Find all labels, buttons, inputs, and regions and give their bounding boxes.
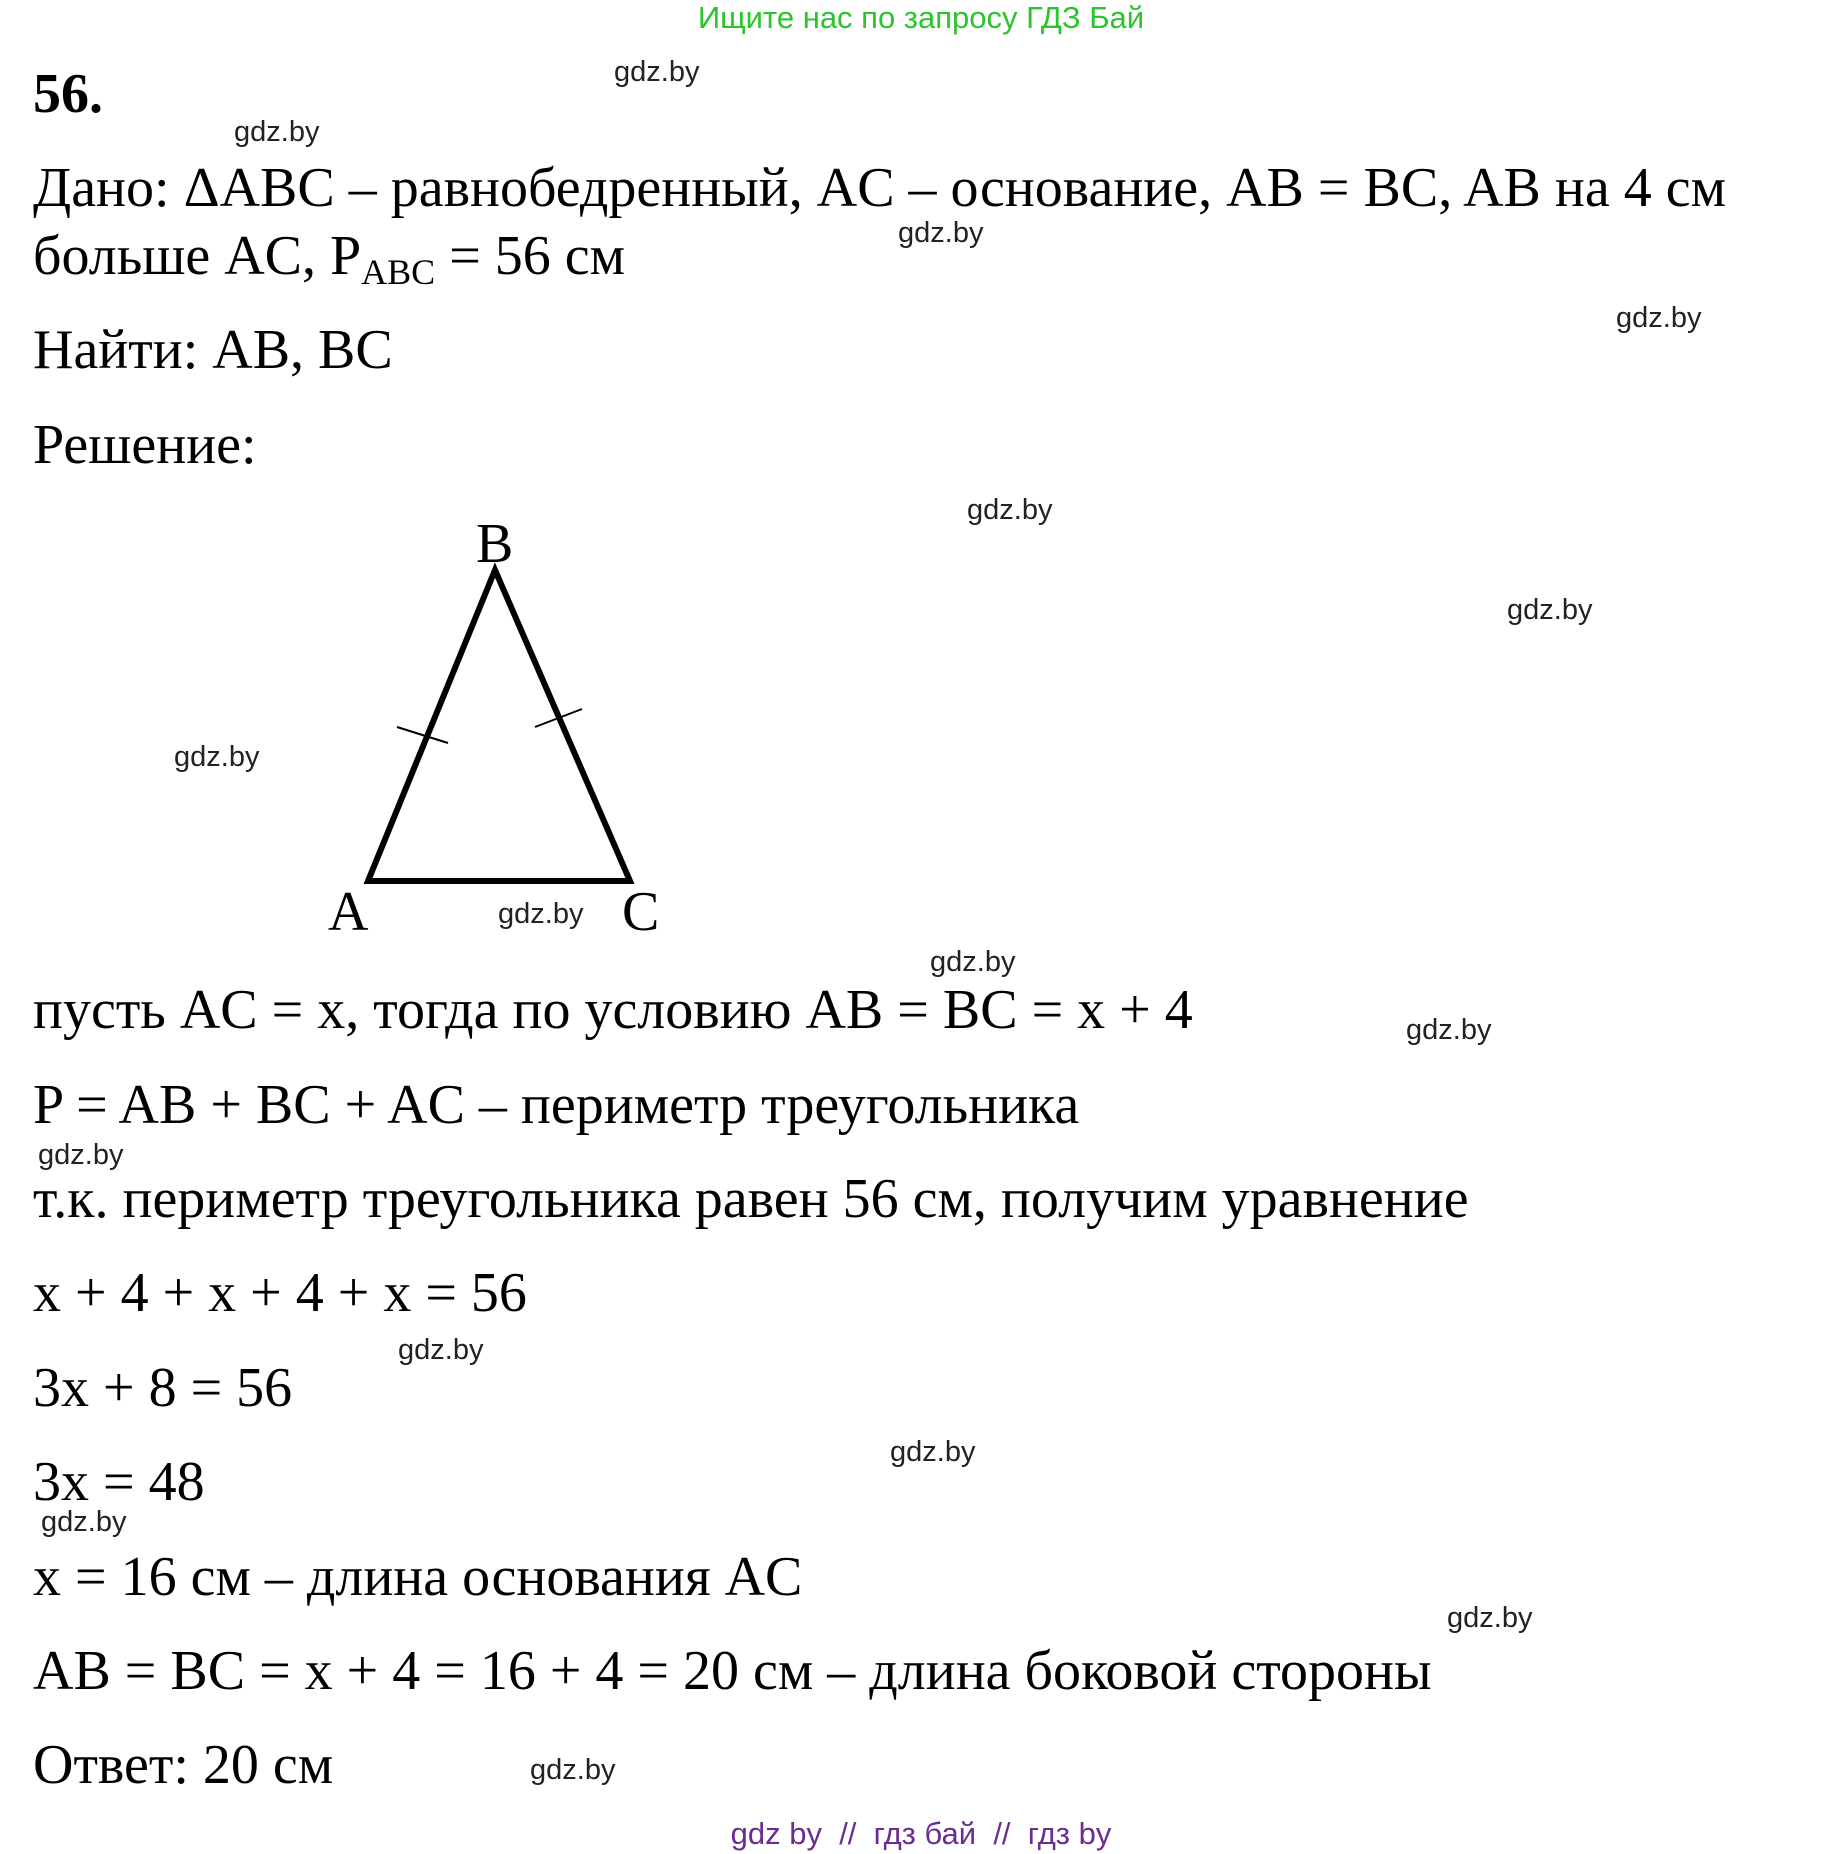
watermark: gdz.by (930, 946, 1016, 978)
solution-line-1: пусть AC = x, тогда по условию AB = BC = x + 4 (33, 979, 1193, 1041)
footer-link[interactable]: // гдз by (976, 1816, 1111, 1851)
vertex-label-c: C (622, 881, 660, 943)
result-line: AB = BC = x + 4 = 16 + 4 = 20 см – длина боковой стороны (33, 1640, 1432, 1702)
watermark: gdz.by (1447, 1602, 1533, 1634)
equation-line-2: 3x + 8 = 56 (33, 1357, 293, 1419)
watermark: gdz.by (614, 56, 700, 88)
watermark: gdz.by (1406, 1014, 1492, 1046)
find-line: Найти: AB, BC (33, 319, 393, 381)
perimeter-subscript: ABC (361, 252, 436, 292)
watermark: gdz.by (398, 1334, 484, 1366)
given-line-2-post: = 56 см (435, 225, 626, 287)
equation-line-1: x + 4 + x + 4 + x = 56 (33, 1262, 527, 1324)
watermark: gdz.by (898, 217, 984, 249)
vertex-label-a: A (328, 881, 369, 943)
solution-line-2: P = AB + BC + AC – периметр треугольника (33, 1074, 1080, 1136)
triangle-abc (368, 570, 630, 881)
given-line-1: Дано: ΔABC – равнобедренный, AC – основание, AB = BC, AB на 4 см (33, 157, 1727, 219)
problem-number: 56. (33, 63, 103, 125)
given-line-2 (33, 225, 626, 292)
watermark: gdz.by (1616, 302, 1702, 334)
watermark: gdz.by (234, 116, 320, 148)
footer-link[interactable]: gdz by (730, 1816, 822, 1851)
answer-line: Ответ: 20 см (33, 1734, 334, 1796)
equation-line-4: x = 16 см – длина основания AC (33, 1546, 803, 1608)
watermark: gdz.by (1507, 594, 1593, 626)
watermark: gdz.by (890, 1436, 976, 1468)
watermark: gdz.by (41, 1506, 127, 1538)
equation-line-3: 3x = 48 (33, 1451, 205, 1513)
search-banner: Ищите нас по запросу ГДЗ Бай (697, 0, 1145, 35)
triangle-figure (300, 505, 700, 950)
solution-line-3: т.к. периметр треугольника равен 56 см, получим уравнение (33, 1168, 1469, 1230)
given-line-2-pre: больше AC, P (33, 225, 362, 287)
watermark: gdz.by (498, 898, 584, 930)
watermark: gdz.by (174, 741, 260, 773)
vertex-label-b: B (476, 513, 514, 575)
watermark: gdz.by (530, 1754, 616, 1786)
footer-link[interactable]: // гдз бай (822, 1816, 976, 1851)
solution-title: Решение: (33, 414, 257, 476)
watermark: gdz.by (38, 1139, 124, 1171)
footer-links (0, 1816, 1842, 1852)
watermark: gdz.by (967, 494, 1053, 526)
